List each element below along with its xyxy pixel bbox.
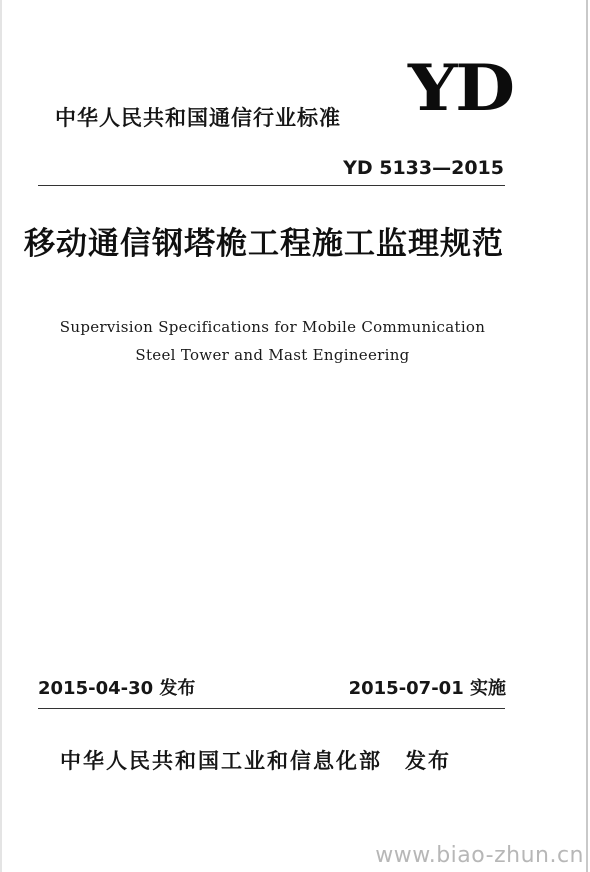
- publish-date: 2015-04-30 发布: [38, 678, 196, 699]
- header-divider: [38, 185, 505, 186]
- page-left-edge: [0, 0, 2, 872]
- effective-date: 2015-07-01 实施: [348, 678, 506, 699]
- watermark-text: www.biao-zhun.cn: [375, 843, 584, 868]
- title-chinese: 移动通信钢塔桅工程施工监理规范: [24, 226, 504, 262]
- title-english-line-2: Steel Tower and Mast Engineering: [135, 346, 410, 364]
- title-english: [0, 313, 545, 369]
- standard-number: YD 5133—2015: [343, 157, 504, 179]
- industry-standard-label: 中华人民共和国通信行业标准: [55, 106, 341, 130]
- title-english-line-1: Supervision Specifications for Mobile Communication: [59, 318, 486, 336]
- yd-logo: YD: [408, 51, 513, 126]
- date-divider: [38, 708, 505, 709]
- issuing-ministry: 中华人民共和国工业和信息化部 发布: [60, 749, 451, 773]
- page-right-edge: [586, 0, 588, 872]
